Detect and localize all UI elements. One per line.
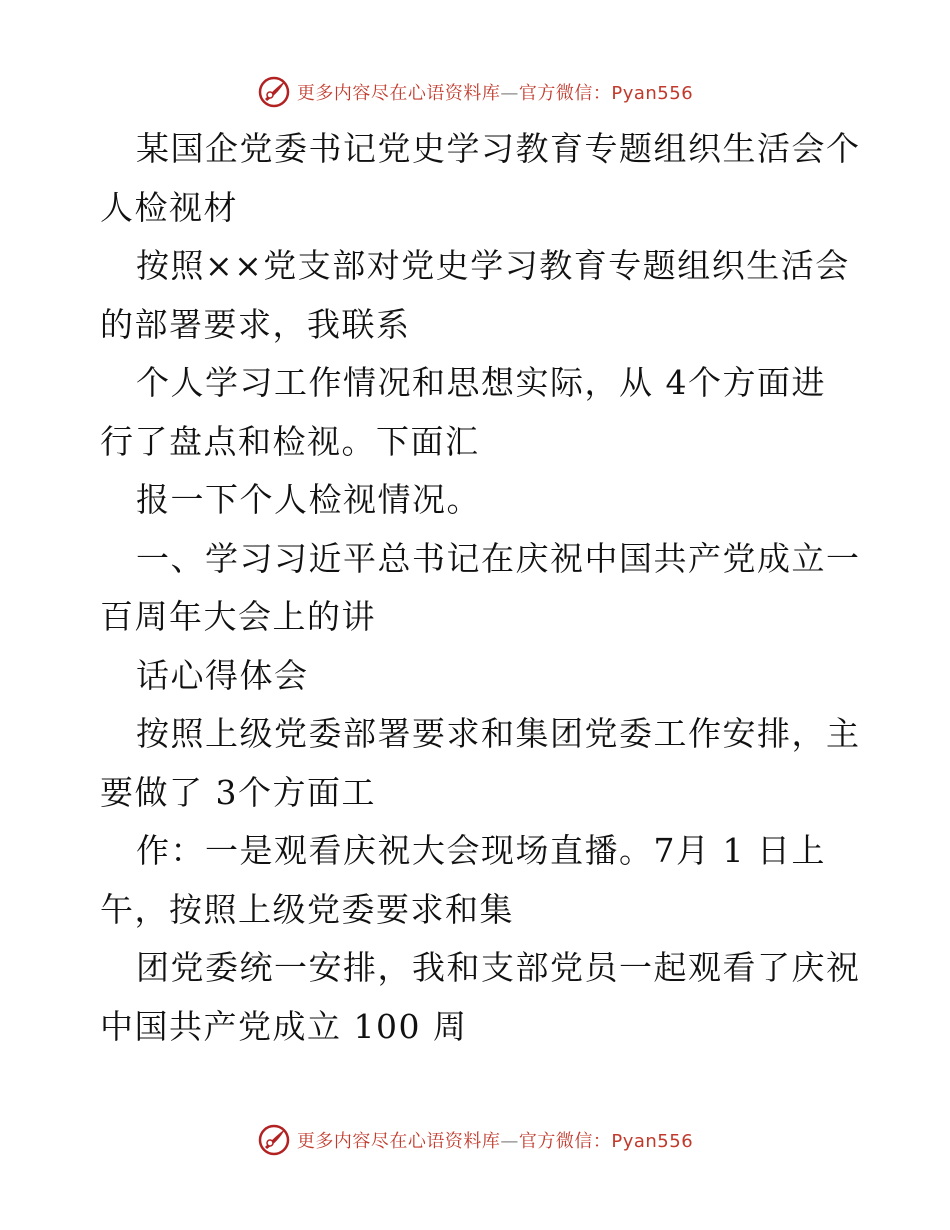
text-line: 中国共产党成立 100 周 — [100, 1006, 468, 1046]
paragraph — [100, 471, 860, 530]
text-line: 一、学习习近平总书记在庆祝中国共产党成立一 — [136, 538, 860, 578]
watermark-slogan: 更多内容尽在心语资料库 — [296, 1131, 501, 1152]
paragraph — [100, 237, 860, 354]
text-line: 行了盘点和检视。下面汇 — [100, 421, 480, 461]
watermark-text — [297, 79, 693, 105]
quill-logo-icon — [257, 1123, 291, 1157]
document-body — [100, 120, 860, 1056]
watermark-dash: — — [500, 1131, 519, 1152]
paragraph — [100, 705, 860, 822]
text-line: 某国企党委书记党史学习教育专题组织生活会个 — [136, 129, 860, 168]
text-line: 的部署要求，我联系 — [100, 304, 411, 344]
paragraph — [100, 647, 860, 706]
text-line: 作：一是观看庆祝大会现场直播。7月 1 日上 — [136, 831, 826, 870]
text-line: 按照上级党委部署要求和集团党委工作安排，主 — [136, 714, 860, 753]
section-heading — [100, 530, 860, 647]
paragraph — [100, 822, 860, 939]
text-line: 要做了 3个方面工 — [100, 772, 376, 812]
watermark-label: 官方微信： — [518, 1131, 612, 1152]
watermark-account: Pyan556 — [611, 83, 694, 104]
watermark-text — [297, 1127, 693, 1153]
text-line: 团党委统一安排，我和支部党员一起观看了庆祝 — [136, 948, 860, 987]
paragraph — [100, 354, 860, 471]
paragraph-title — [100, 120, 860, 237]
watermark-dash: — — [500, 83, 519, 104]
paragraph — [100, 939, 860, 1056]
text-line: 午，按照上级党委要求和集 — [100, 889, 514, 929]
watermark-account: Pyan556 — [611, 1131, 694, 1152]
text-line: 个人学习工作情况和思想实际，从 4个方面进 — [136, 363, 826, 402]
footer-watermark — [0, 1120, 950, 1160]
text-line: 百周年大会上的讲 — [100, 597, 376, 636]
quill-logo-icon — [257, 75, 291, 109]
text-line: 报一下个人检视情况。 — [136, 480, 481, 519]
text-line: 人检视材 — [100, 187, 238, 227]
text-line: 按照××党支部对党史学习教育专题组织生活会 — [136, 246, 850, 285]
watermark-label: 官方微信： — [518, 83, 612, 104]
header-watermark — [0, 72, 950, 112]
text-line: 话心得体会 — [136, 655, 309, 695]
watermark-slogan: 更多内容尽在心语资料库 — [296, 83, 501, 104]
